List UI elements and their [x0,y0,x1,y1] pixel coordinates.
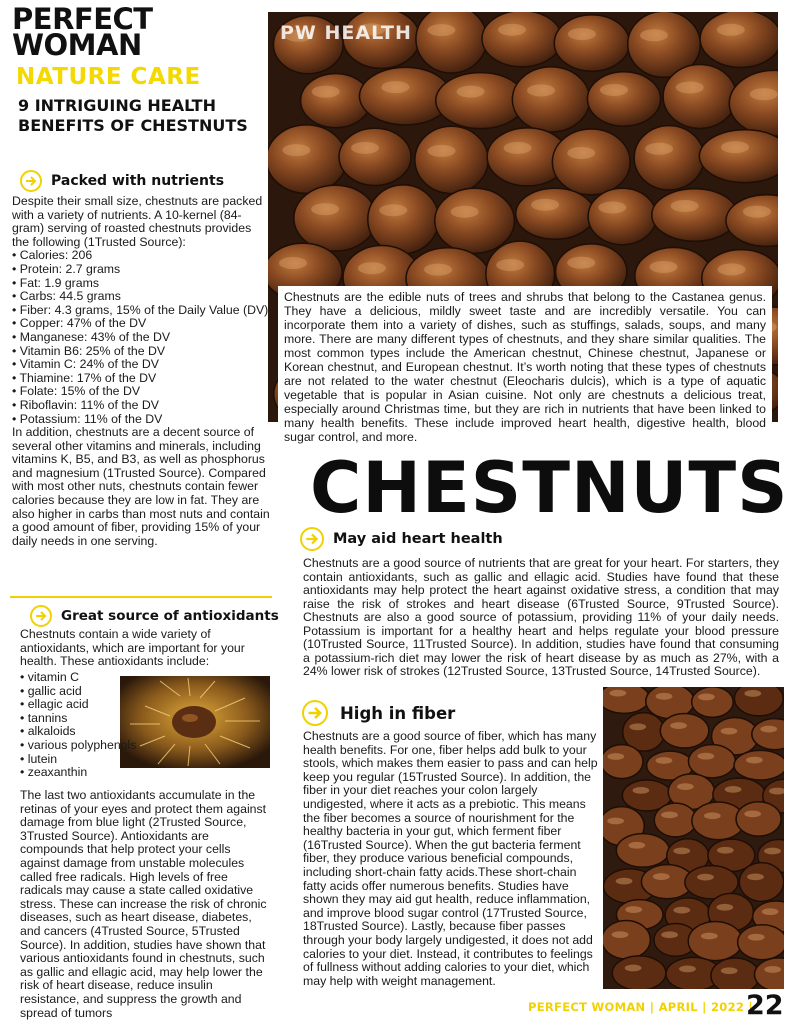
chestnut-highlight [381,81,409,93]
chestnut-shape [736,802,781,836]
magazine-title [12,2,212,62]
chestnut-highlight [747,873,764,880]
chestnut-highlight [698,694,715,701]
section-divider [10,596,272,598]
chestnut-shape [652,189,738,242]
chestnut-highlight [351,142,379,154]
chestnut-highlight [673,907,690,914]
arrow-right-icon [20,170,42,192]
list-item: • Folate: 15% of the DV [12,384,141,399]
chestnut-shape [700,12,778,67]
chestnut-shape [552,129,630,195]
nutrients-outro: In addition, chestnuts are a decent source of several other vitamins and minerals, including vitamins K, B5, and B3, as well as phosphorus and magnesium (1Trusted Source). Compared with most other nuts, chestnuts contain fewer calories because they are low in fat. They are also higher in carbs than most nuts and contain a good amount of fiber, providing 15% of your daily needs in one serving. [12,425,270,548]
chestnut-highlight [498,24,526,36]
fiber-body: Chestnuts are a good source of fiber, which has many health benefits. For one, fiber helps add bulk to your stools, which makes them easier to pass and can help keep you regular (15Trusted Source). In addition, the fiber in your diet reaches your colon largely undigested, where it acts as a prebiotic. This means the fiber becomes a source of nourishment for the healthy bacteria in your gut, which ferment fiber (16Trusted Source). When the gut bacteria ferment fiber, they produce various beneficial compounds, including short-chain fatty acids.These short-chain fatty acids offer numerous benefits. Studies have shown they may aid gut health, reduce inflammation, and improve blood sugar control (17Trusted Source, 18Trusted Source). Lastly, because fiber passes through your body largely undigested, it does not add calories to your diet. Instead, it contributes to feelings of fullness without adding calories to your diet, which may help with weight management. [303,729,598,988]
list-item: • Fiber: 4.3 grams, 15% of the Daily Value (DV) [12,302,269,317]
list-item: • alkaloids [20,724,76,739]
section-label: NATURE CARE [16,64,201,90]
list-item: • tannins [20,710,68,725]
chestnut-shape [603,745,643,779]
chestnut-highlight [427,24,455,36]
chestnut-shape [435,188,515,253]
chestnut-highlight [600,84,628,96]
article-title: 9 INTRIGUING HEALTH BENEFITS OF CHESTNUTS [18,96,248,135]
list-item: • Protein: 2.7 grams [12,261,121,276]
chestnut-highlight [633,787,650,794]
chestnut-highlight [697,874,714,881]
chestnut-highlight [673,847,690,854]
chestnut-highlight [704,812,721,819]
chestnut-shape [711,958,760,989]
chestnut-highlight [609,690,626,697]
photo-tag: PW HEALTH [280,22,412,44]
antioxidants-heading [30,605,279,627]
chestnut-shape [416,12,487,73]
nutrients-heading [20,170,224,192]
chestnut-shape [516,188,595,239]
list-item: • Fat: 1.9 grams [12,275,99,290]
chestnut-shape [603,687,649,713]
chestnut-shape [554,15,629,71]
chestnut-highlight [750,88,778,100]
fiber-heading [302,700,455,726]
chestnut-highlight [679,966,696,973]
chestnut-highlight [716,904,733,911]
chestnut-highlight [612,931,629,938]
list-item: • Carbs: 44.5 grams [12,289,121,304]
chestnut-highlight [656,693,673,700]
list-item: • Copper: 47% of the DV [12,316,147,331]
chestnut-shape [294,185,377,251]
chestnut-highlight [457,86,485,98]
heart-heading [300,527,503,551]
chestnut-highlight [762,908,779,915]
list-item: • ellagic acid [20,697,89,712]
chestnut-shape [512,67,589,132]
chestnut-highlight [496,259,524,271]
chestnut-highlight [312,86,340,98]
page-number: 22 [746,990,784,1021]
chestnut-highlight [717,847,734,854]
arrow-right-icon [302,700,328,726]
chestnut-highlight [616,878,633,885]
chestnut-highlight [650,261,678,273]
chestnut-highlight [760,726,777,733]
chestnut-shape [415,126,488,193]
chestnut-highlight [670,722,687,729]
list-item: • Vitamin B6: 25% of the DV [12,343,166,358]
chestnut-highlight [628,842,645,849]
nutrients-list [12,249,270,426]
nutrients-intro: Despite their small size, chestnuts are packed with a variety of nutrients. A 10-kernel (84-gram) serving of roasted chestnuts provides the following (1Trusted Source): [12,194,263,249]
list-item: • Vitamin C: 24% of the DV [12,357,159,372]
list-item: • vitamin C [20,670,79,684]
chestnut-highlight [567,147,595,159]
chestnut-highlight [677,783,694,790]
chestnut-highlight [379,204,407,216]
list-item: • Potassium: 11% of the DV [12,411,163,426]
chestnut-shape [734,750,784,780]
chestnut-highlight [676,82,704,94]
chestnut-shape [634,126,704,190]
chestnut-shape [688,745,735,778]
chestnut-highlight [661,931,678,938]
list-item: • Riboflavin: 11% of the DV [12,397,159,412]
list-item: • Manganese: 43% of the DV [12,329,171,344]
list-item: • Thiamine: 17% of the DV [12,370,157,385]
chestnut-highlight [358,262,386,274]
chestnut-highlight [721,967,738,974]
chestnut-highlight [607,818,624,825]
chestnut-shape [692,687,734,717]
chestnut-highlight [598,202,626,214]
chestnut-highlight [311,203,339,215]
chestnuts-pile-photo [603,687,784,989]
antioxidants-outro: The last two antioxidants accumulate in the retinas of your eyes and protect them against damage from blue light (2Trusted Source, 3Trusted Source). Antioxidants are compounds that help protect your cells against damage from unstable molecules called free radicals. High levels of free radicals may cause a state called oxidative stress. These can increase the risk of chronic diseases, such as heart disease, diabetes, and cancers (4Trusted Source, 5Trusted Source). In addition, studies have shown that various antioxidants found in chestnuts, such as gallic and ellagic acid, may help lower the risk of heart disease, reduce insulin resistance, and suppress the growth and spread of tumors [20,788,267,1020]
heart-body: Chestnuts are a good source of nutrients that are great for your heart. For starters, they contain antioxidants, such as gallic and ellagic acid. Studies have found that these antioxidants may help protect the heart against oxidative stress, a condition that may raise the risk of strokes and heart disease (6Trusted Source, 9Trusted Source). Chestnuts are also a good source of potassium, providing 11% of your daily needs. Potassium is important for a healthy heart and helps regulate your blood pressure (10Trusted Source, 11Trusted Source). In addition, studies have found that consuming a potassium-rich diet may lower the risk of heart disease by as much as 27%, with a 24% lower risk of strokes (12Trusted Source, 13Trusted Source, 14Trusted Source). [303,556,779,678]
chestnut-highlight [607,753,624,760]
fiber-heading-text: High in fiber [340,703,456,723]
chestnut-shape [660,713,709,748]
chestnut-highlight [721,141,749,153]
chestnut-highlight [698,753,715,760]
chestnut-shape [587,72,660,126]
nutrients-section [12,195,270,548]
chestnut-highlight [671,200,699,212]
chestnut-highlight [744,810,761,817]
chestnut-highlight [661,812,678,819]
chestnut-highlight [645,143,673,155]
chestnut-highlight [428,145,456,157]
antioxidants-heading-text: Great source of antioxidants [61,608,279,624]
chestnut-highlight [625,965,642,972]
footer-text: PERFECT WOMAN | APRIL | 2022 | [528,1000,753,1014]
chestnut-shape [482,12,562,67]
arrow-right-icon [30,605,52,627]
chestnut-highlight [725,786,742,793]
chestnut-highlight [653,873,670,880]
chestnut-highlight [625,906,642,913]
chestnut-highlight [743,206,771,218]
chestnut-shape [688,922,742,961]
list-item: • various polyphenols [20,737,137,752]
chestnut-highlight [568,28,596,40]
magazine-title-line1: PERFECT [12,2,153,36]
headline: CHESTNUTS [310,447,789,529]
chestnut-highlight [629,723,646,730]
list-item: • Calories: 206 [12,248,93,263]
chestnut-highlight [531,199,559,211]
heart-heading-text: May aid heart health [333,531,503,547]
chestnut-highlight [764,848,781,855]
chestnut-shape [268,125,346,194]
nutrients-heading-text: Packed with nutrients [51,173,225,189]
list-item: • zeaxanthin [20,765,88,780]
chestnut-highlight [567,257,595,269]
chestnut-shape [739,863,783,902]
chestnut-highlight [640,29,668,41]
chestnut-highlight [748,934,765,941]
chestnut-highlight [527,84,555,96]
chestnut-shape [339,128,411,185]
chestnut-highlight [656,757,673,764]
chestnut-highlight [424,264,452,276]
chestnut-highlight [717,263,745,275]
chestnut-highlight [764,966,781,973]
chestnut-shape [588,188,656,245]
antioxidants-list [20,671,200,780]
list-item: • lutein [20,751,58,766]
magazine-title-line2: WOMAN [12,28,142,62]
antioxidants-intro: Chestnuts contain a wide variety of antioxidants, which are important for your health. These antioxidants include: [20,627,245,669]
chestnut-shape [612,956,665,989]
chestnut-shape [368,185,439,254]
chestnut-shape [699,130,778,183]
chestnut-shape [663,65,736,129]
chestnut-highlight [744,690,761,697]
chestnut-highlight [746,757,763,764]
chestnut-highlight [717,24,745,36]
chestnut-highlight [701,933,718,940]
chestnut-highlight [282,144,310,156]
article-intro: Chestnuts are the edible nuts of trees and shrubs that belong to the Castanea genus. They have a delicious, mildly sweet taste and are incredibly versatile. You can incorporate them into a variety of dishes, such as stuffings, salads, soups, and many more. There are many different types of chestnuts, and they share similar qualities. The most common types include the American chestnut, Chinese chestnut, Japanese or Korean chestnut, and European chestnut. It’s worth noting that these types of chestnuts are not related to the water chestnut (Eleocharis dulcis), which is a type of aquatic vegetable that is popular in Asian cuisine. Not only are chestnuts a delicious treat, especially around Christmas time, but they are rich in nutrients that have been linked to many health benefits. These include improved heart health, digestive health, blood sugar control, and more. [278,286,772,448]
chestnut-shape [616,834,669,868]
chestnut-shape [654,803,696,837]
arrow-right-icon [300,527,324,551]
chestnut-highlight [279,257,307,269]
chestnut-highlight [721,728,738,735]
chestnut-shape [603,921,650,959]
chestnut-highlight [451,206,479,218]
chestnut-shape [738,925,784,960]
chestnut-highlight [504,142,532,154]
list-item: • gallic acid [20,683,82,698]
